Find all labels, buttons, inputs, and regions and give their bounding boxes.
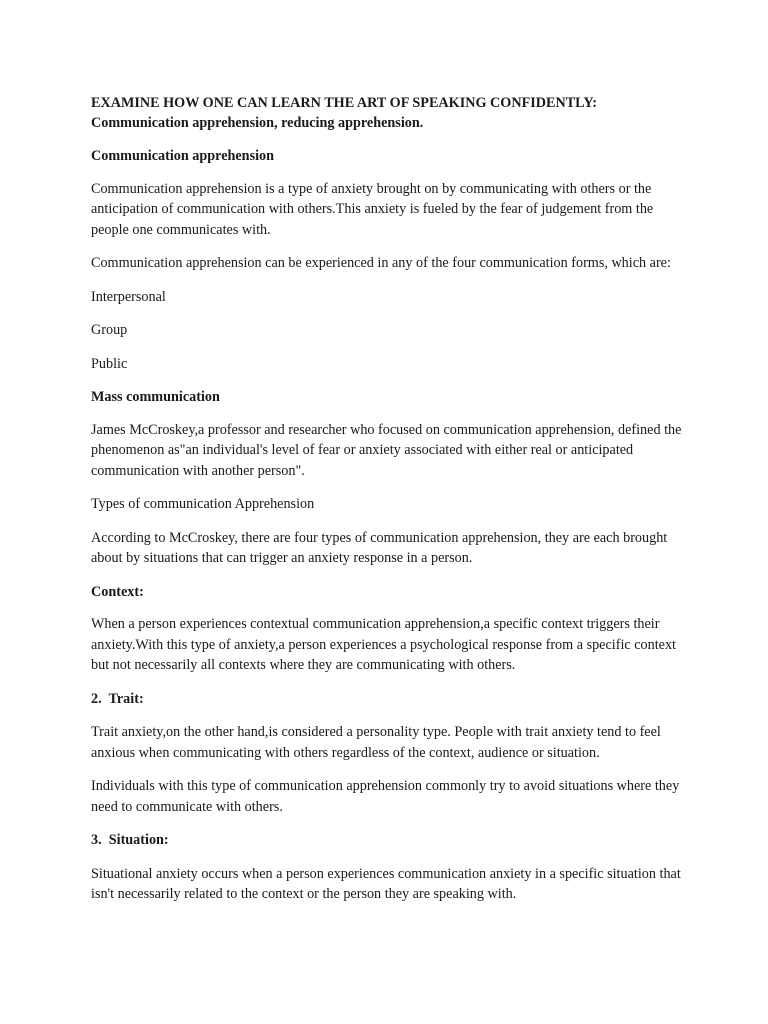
heading-situation: 3. Situation: xyxy=(91,832,169,848)
paragraph-types-label: Types of communication Apprehension xyxy=(91,496,315,512)
document-page xyxy=(91,93,691,918)
paragraph-mccroskey: James McCroskey,a professor and researcher who focused on communication apprehension, defined the phenomenon as"an individual's level of fear or anxiety associated with either real or anticipated communication with another person". xyxy=(91,421,682,479)
heading-trait: 2. Trait: xyxy=(91,690,144,707)
paragraph-forms-intro: Communication apprehension can be experienced in any of the four communication forms, which are: xyxy=(91,255,671,271)
title-line-1: EXAMINE HOW ONE CAN LEARN THE ART OF SPEAKING CONFIDENTLY: xyxy=(91,95,598,111)
heading-context: Context: xyxy=(91,583,144,600)
form-item-interpersonal: Interpersonal xyxy=(91,288,166,305)
document-title xyxy=(91,93,691,133)
paragraph-context: When a person experiences contextual communication apprehension,a specific context triggers their anxiety.With this type of anxiety,a person experiences a psychological response from a specific context but not necessarily all contexts where they are communicating with others. xyxy=(91,616,676,673)
form-item-group: Group xyxy=(91,322,128,338)
paragraph-trait: Trait anxiety,on the other hand,is considered a personality type. People with trait anxiety tend to feel anxious when communicating with others regardless of the context, audience or situation. xyxy=(91,724,661,761)
form-item-public: Public xyxy=(91,355,128,372)
heading-mass-communication: Mass communication xyxy=(91,389,220,405)
paragraph-types-intro: According to McCroskey, there are four types of communication apprehension, they are each brought about by situations that can trigger an anxiety response in a person. xyxy=(91,529,668,566)
title-line-2: Communication apprehension, reducing apprehension. xyxy=(91,115,424,131)
paragraph-definition: Communication apprehension is a type of anxiety brought on by communicating with others or the anticipation of communication with others.This anxiety is fueled by the fear of judgement from the people one communicates with. xyxy=(91,180,654,238)
heading-communication-apprehension: Communication apprehension xyxy=(91,148,275,164)
paragraph-situation: Situational anxiety occurs when a person experiences communication anxiety in a specific situation that isn't necessarily related to the context or the person they are speaking with. xyxy=(91,865,681,902)
paragraph-trait-avoid: Individuals with this type of communication apprehension commonly try to avoid situations where they need to communicate with others. xyxy=(91,778,680,815)
